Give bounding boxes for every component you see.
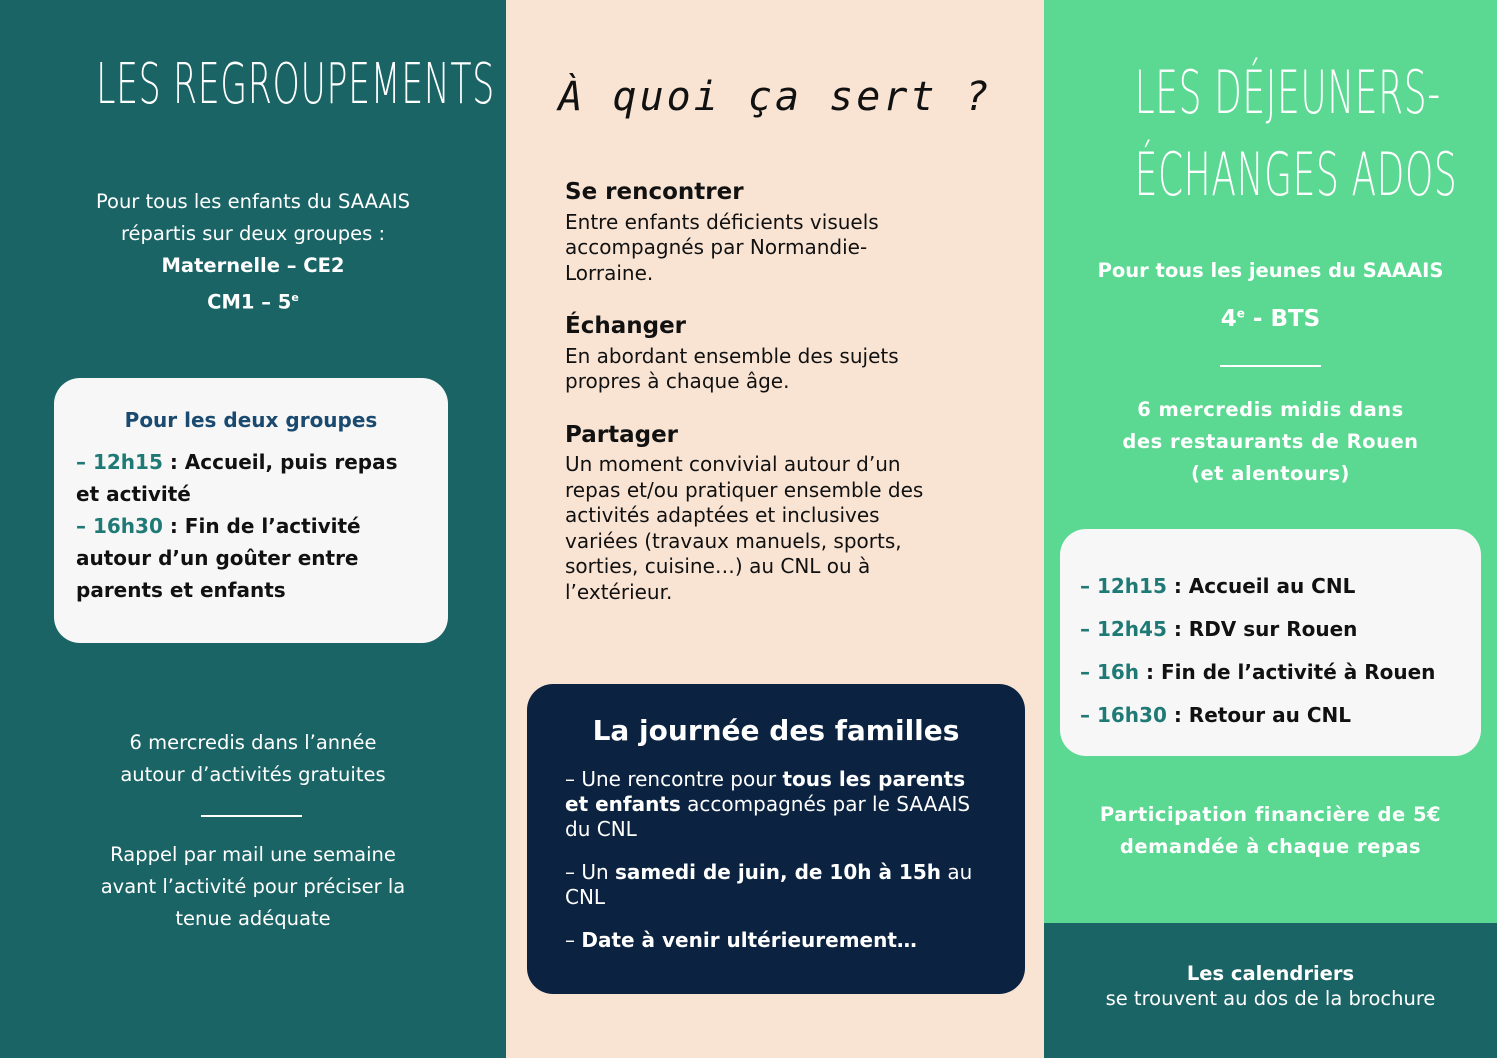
section-text: En abordant ensemble des sujets propres à chaque âge. <box>565 343 899 393</box>
title-line: ÉCHANGES ADOS <box>1134 140 1458 210</box>
reminder-line: tenue adéquate <box>175 907 331 930</box>
text: accompagnés par le SAAAIS du CNL <box>565 792 971 841</box>
text: 4 <box>1220 306 1237 332</box>
reminder-line: avant l’activité pour préciser la <box>100 875 406 898</box>
schedule-item <box>1080 651 1481 694</box>
time: – 12h45 <box>1080 617 1167 641</box>
card-heading: Pour les deux groupes <box>124 408 378 432</box>
level-text <box>1044 306 1497 332</box>
location-line: 6 mercredis midis dans <box>1137 398 1404 421</box>
section-heading: Se rencontrer <box>565 179 744 205</box>
calendar-line: Les calendriers <box>1186 962 1355 985</box>
frequency-text <box>0 727 506 791</box>
schedule-item <box>76 510 426 606</box>
family-day-title: La journée des familles <box>592 714 960 747</box>
schedule-item <box>1080 608 1481 651</box>
title-line: LES DÉJEUNERS- <box>1134 58 1441 128</box>
time: – 16h30 <box>76 514 163 538</box>
audience-text <box>0 186 506 319</box>
family-line <box>565 860 987 910</box>
ados-title <box>1134 52 1458 216</box>
location-text <box>1044 394 1497 490</box>
divider <box>1220 365 1321 367</box>
regroupements-title: LES REGROUPEMENTS <box>96 52 495 117</box>
section-text: Un moment convivial autour d’un repas et/ou pratiquer ensemble des activités adaptées et inclusives variées (travaux manuels, sports, sorties, cuisine…) au CNL ou à l’extérieur. <box>565 452 924 604</box>
time: – 16h30 <box>1080 703 1167 727</box>
text: – Un <box>565 860 616 884</box>
calendar-note <box>1044 923 1497 1058</box>
fee-line: Participation financière de 5€ <box>1099 803 1442 826</box>
schedule-item <box>1080 565 1481 608</box>
frequency-line: autour d’activités gratuites <box>120 763 386 786</box>
frequency-line: 6 mercredis dans l’année <box>129 731 377 754</box>
activity: : Fin de l’activité à Rouen <box>1139 660 1436 684</box>
calendar-line: se trouvent au dos de la brochure <box>1105 987 1436 1010</box>
section-text: Entre enfants déficients visuels accompagnés par Normandie-Lorraine. <box>565 209 879 285</box>
time: – 16h <box>1080 660 1140 684</box>
activity: : Accueil, puis repas et activité <box>76 450 398 506</box>
superscript: e <box>1236 306 1245 321</box>
section-heading: Partager <box>565 421 679 448</box>
text: Date à venir ultérieurement… <box>581 928 917 952</box>
group-line <box>0 282 506 319</box>
purpose-column <box>506 0 1044 1058</box>
activity: : Retour au CNL <box>1166 703 1351 727</box>
intro-line: Pour tous les enfants du SAAAIS <box>95 190 411 213</box>
activity: : Accueil au CNL <box>1166 574 1356 598</box>
location-line: des restaurants de Rouen <box>1122 430 1419 453</box>
groups-schedule-card <box>54 378 448 643</box>
family-line <box>565 767 987 842</box>
time: – 12h15 <box>76 450 163 474</box>
section-heading: Échanger <box>565 313 687 339</box>
purpose-sections <box>565 180 965 605</box>
family-line <box>565 928 987 953</box>
ados-column <box>1044 0 1497 1058</box>
activity: : RDV sur Rouen <box>1166 617 1358 641</box>
text: tous les parents et enfants <box>565 767 966 816</box>
group-line: Maternelle – CE2 <box>161 254 345 277</box>
ados-schedule-card <box>1060 529 1481 756</box>
activity: : Fin de l’activité autour d’un goûter entre parents et enfants <box>76 514 361 602</box>
text: – <box>565 928 582 952</box>
fee-line: demandée à chaque repas <box>1119 835 1422 858</box>
intro-line: répartis sur deux groupes : <box>120 222 386 245</box>
regroupements-column <box>0 0 506 1058</box>
fee-text <box>1044 799 1497 863</box>
location-line: (et alentours) <box>1191 462 1350 485</box>
text: au CNL <box>565 860 973 909</box>
text: samedi de juin, de 10h à 15h <box>615 860 941 884</box>
reminder-text <box>0 839 506 935</box>
schedule-item <box>76 446 426 510</box>
family-day-box <box>527 684 1025 994</box>
schedule-item <box>1080 694 1481 737</box>
superscript: e <box>291 291 299 304</box>
audience-text: Pour tous les jeunes du SAAAIS <box>1097 259 1444 282</box>
text: – Une rencontre pour <box>565 767 783 791</box>
reminder-line: Rappel par mail une semaine <box>110 843 396 866</box>
text: - BTS <box>1244 306 1321 332</box>
divider <box>201 815 302 817</box>
purpose-title: À quoi ça sert ? <box>558 74 992 120</box>
time: – 12h15 <box>1080 574 1167 598</box>
group-text: CM1 – 5 <box>207 290 292 314</box>
